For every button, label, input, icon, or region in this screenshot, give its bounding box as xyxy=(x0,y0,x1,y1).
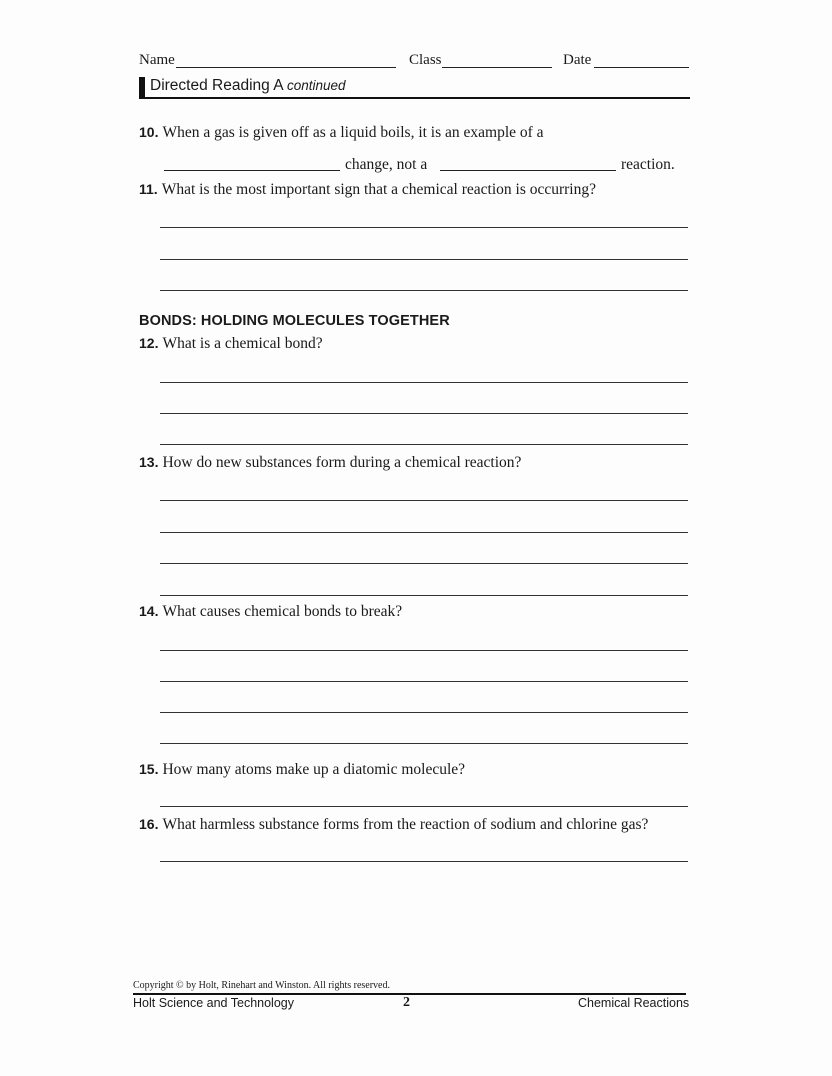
blank-10b[interactable] xyxy=(440,170,616,171)
answer-line-13-4[interactable] xyxy=(160,595,688,596)
answer-line-12-3[interactable] xyxy=(160,444,688,445)
blank-10a[interactable] xyxy=(164,170,340,171)
answer-line-14-4[interactable] xyxy=(160,743,688,744)
header-rule xyxy=(139,97,690,99)
question-number: 11. xyxy=(139,181,158,197)
footer-chapter: Chemical Reactions xyxy=(578,996,690,1010)
section-continued: continued xyxy=(287,78,346,93)
question-14 xyxy=(139,603,402,621)
answer-line-11-3[interactable] xyxy=(160,290,688,291)
class-label: Class xyxy=(409,52,442,68)
question-13 xyxy=(139,454,521,472)
answer-line-14-1[interactable] xyxy=(160,650,688,651)
answer-line-12-1[interactable] xyxy=(160,382,688,383)
question-text: When a gas is given off as a liquid boils, it is an example of a xyxy=(162,124,544,141)
question-number: 12. xyxy=(139,335,159,351)
footer-book-title: Holt Science and Technology xyxy=(133,996,294,1010)
question-number: 10. xyxy=(139,124,159,140)
name-label: Name xyxy=(139,52,175,68)
name-field[interactable] xyxy=(176,67,396,68)
question-text: What harmless substance forms from the reaction of sodium and chlorine gas? xyxy=(162,816,649,833)
section-title xyxy=(150,77,346,95)
copyright: Copyright © by Holt, Rinehart and Winston. All rights reserved. xyxy=(133,980,390,991)
answer-line-11-1[interactable] xyxy=(160,227,688,228)
question-number: 15. xyxy=(139,761,159,777)
answer-line-13-3[interactable] xyxy=(160,563,688,564)
question-11 xyxy=(139,181,596,199)
answer-line-13-2[interactable] xyxy=(160,532,688,533)
section-heading: BONDS: HOLDING MOLECULES TOGETHER xyxy=(139,313,450,329)
answer-line-11-2[interactable] xyxy=(160,259,688,260)
question-10-mid: change, not a xyxy=(345,156,428,173)
question-text: How do new substances form during a chemical reaction? xyxy=(162,454,522,471)
question-text: What causes chemical bonds to break? xyxy=(162,603,403,620)
answer-line-15[interactable] xyxy=(160,806,688,807)
page-number: 2 xyxy=(403,995,410,1010)
answer-line-14-3[interactable] xyxy=(160,712,688,713)
question-10-end: reaction. xyxy=(621,156,675,173)
section-marker xyxy=(139,77,145,97)
question-text: What is the most important sign that a chemical reaction is occurring? xyxy=(161,181,596,198)
answer-line-16[interactable] xyxy=(160,861,688,862)
class-field[interactable] xyxy=(442,67,552,68)
question-text: How many atoms make up a diatomic molecule? xyxy=(162,761,466,778)
date-label: Date xyxy=(563,52,592,68)
question-number: 14. xyxy=(139,603,159,619)
question-16 xyxy=(139,816,648,834)
answer-line-12-2[interactable] xyxy=(160,413,688,414)
section-title-text: Directed Reading A xyxy=(150,77,283,94)
question-12 xyxy=(139,335,323,353)
answer-line-13-1[interactable] xyxy=(160,500,688,501)
question-number: 16. xyxy=(139,816,159,832)
answer-line-14-2[interactable] xyxy=(160,681,688,682)
question-number: 13. xyxy=(139,454,159,470)
question-10 xyxy=(139,124,544,142)
question-15 xyxy=(139,761,465,779)
question-text: What is a chemical bond? xyxy=(162,335,323,352)
date-field[interactable] xyxy=(594,67,689,68)
